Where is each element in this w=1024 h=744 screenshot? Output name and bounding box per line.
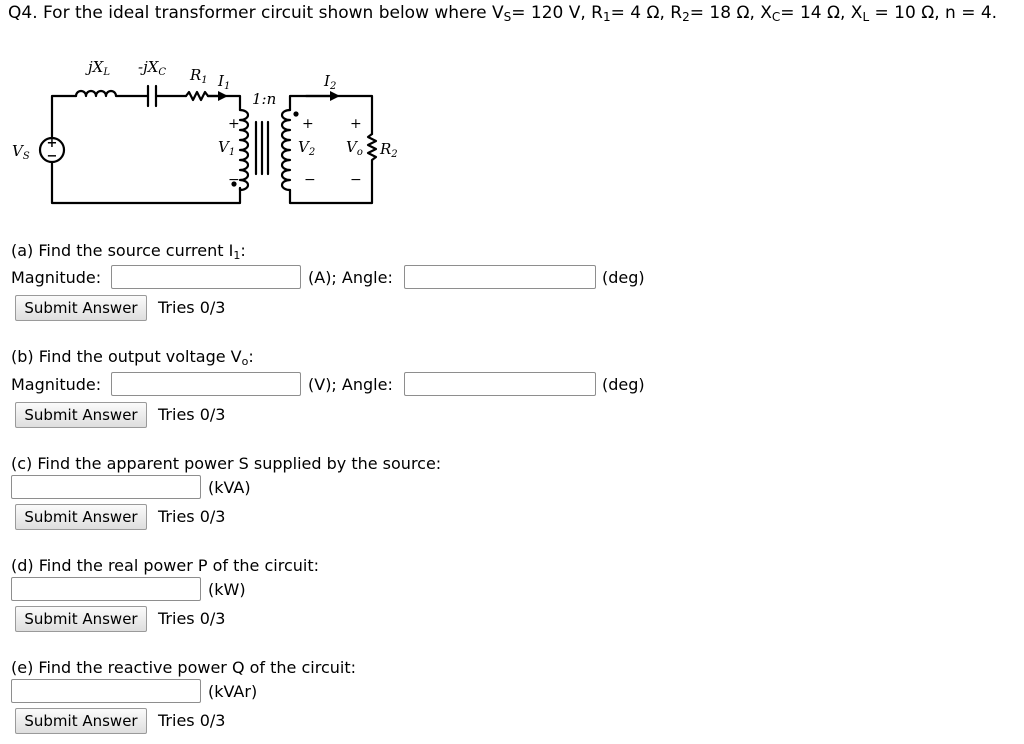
vs-subscript: S xyxy=(503,10,512,24)
secondary-coil xyxy=(282,110,290,190)
label-v2-plus: + xyxy=(302,116,314,132)
part-b-prompt: (b) Find the output voltage $V_o$: xyxy=(11,347,254,368)
r1-value: = 4 Ω, R xyxy=(610,3,683,23)
wire-r1-to-primary xyxy=(208,96,240,110)
label-r1: $R_1$ xyxy=(190,66,208,86)
part-c-prompt: (c) Find the apparent power S supplied by the source: xyxy=(11,454,442,473)
part-a-prompt: (a) Find the source current $I_1$: xyxy=(11,241,246,262)
part-b-angle-unit: (deg) xyxy=(602,375,645,394)
part-d-tries: Tries 0/3 xyxy=(158,609,226,628)
part-d-unit: (kW) xyxy=(208,580,246,599)
label-r2: $R_2$ xyxy=(380,140,398,160)
xl-subscript: L xyxy=(862,10,870,24)
part-b-magnitude-label: Magnitude: xyxy=(11,375,102,394)
circuit-diagram xyxy=(6,52,406,212)
primary-coil xyxy=(240,110,248,190)
resistor-r1 xyxy=(186,92,208,100)
part-e-prompt: (e) Find the reactive power Q of the circuit: xyxy=(11,658,356,677)
vs-value: = 120 V, R xyxy=(511,3,603,23)
part-b-tries: Tries 0/3 xyxy=(158,405,226,424)
r2-subscript: 2 xyxy=(682,10,690,24)
part-c-unit: (kVA) xyxy=(208,478,251,497)
label-v1-minus: − xyxy=(228,172,240,188)
question-title xyxy=(8,3,997,23)
label-v1: $V_1$ xyxy=(218,138,236,158)
part-e-input[interactable] xyxy=(11,679,201,703)
xl-value: = 10 Ω, n = 4. xyxy=(869,3,998,23)
label-vs: $V_S$ xyxy=(12,142,30,162)
part-a-submit-button[interactable]: Submit Answer xyxy=(15,295,147,321)
label-vo: $V_o$ xyxy=(346,138,363,158)
part-a-magnitude-unit: (A); Angle: xyxy=(308,268,393,287)
source-minus: − xyxy=(46,149,58,164)
i2-arrow-head xyxy=(330,91,340,101)
part-b-magnitude-unit: (V); Angle: xyxy=(308,375,393,394)
xc-value: = 14 Ω, X xyxy=(780,3,863,23)
label-v2: $V_2$ xyxy=(298,138,316,158)
part-b-submit-button[interactable]: Submit Answer xyxy=(15,402,147,428)
label-turns-ratio: 1:n xyxy=(252,90,277,108)
part-a-angle-input[interactable] xyxy=(404,265,596,289)
part-e-submit-button[interactable]: Submit Answer xyxy=(15,708,147,734)
label-i2: $I_2$ xyxy=(324,72,337,92)
wire-left-bottom xyxy=(52,161,240,203)
part-c-input[interactable] xyxy=(11,475,201,499)
part-b-angle-input[interactable] xyxy=(404,372,596,396)
part-a-magnitude-input[interactable] xyxy=(111,265,301,289)
part-a-magnitude-label: Magnitude: xyxy=(11,268,102,287)
part-d-prompt: (d) Find the real power P of the circuit: xyxy=(11,556,319,575)
part-c-tries: Tries 0/3 xyxy=(158,507,226,526)
part-d-submit-button[interactable]: Submit Answer xyxy=(15,606,147,632)
label-jxc: $-jX_C$ xyxy=(138,58,167,78)
label-vo-minus: − xyxy=(350,172,362,188)
part-a-angle-unit: (deg) xyxy=(602,268,645,287)
label-v1-plus: + xyxy=(228,116,240,132)
part-c-submit-button[interactable]: Submit Answer xyxy=(15,504,147,530)
label-vo-plus: + xyxy=(350,116,362,132)
part-b-magnitude-input[interactable] xyxy=(111,372,301,396)
secondary-dot xyxy=(293,111,298,116)
part-e-tries: Tries 0/3 xyxy=(158,711,226,730)
label-i1: $I_1$ xyxy=(218,72,231,92)
wire-left-top xyxy=(52,96,76,139)
source-plus: + xyxy=(46,136,58,151)
label-v2-minus: − xyxy=(304,172,316,188)
capacitor-plates xyxy=(148,86,156,106)
r1-subscript: 1 xyxy=(603,10,611,24)
transformer-core xyxy=(256,122,268,174)
part-d-input[interactable] xyxy=(11,577,201,601)
inductor-coil xyxy=(76,91,148,96)
xc-subscript: C xyxy=(771,10,781,24)
resistor-r2 xyxy=(368,134,376,164)
r2-value: = 18 Ω, X xyxy=(689,3,772,23)
part-a-tries: Tries 0/3 xyxy=(158,298,226,317)
i1-arrow-head xyxy=(218,91,228,101)
label-jxl: $jX_L$ xyxy=(88,58,110,78)
part-e-unit: (kVAr) xyxy=(208,682,258,701)
question-text: Q4. For the ideal transformer circuit shown below where V xyxy=(8,3,504,23)
